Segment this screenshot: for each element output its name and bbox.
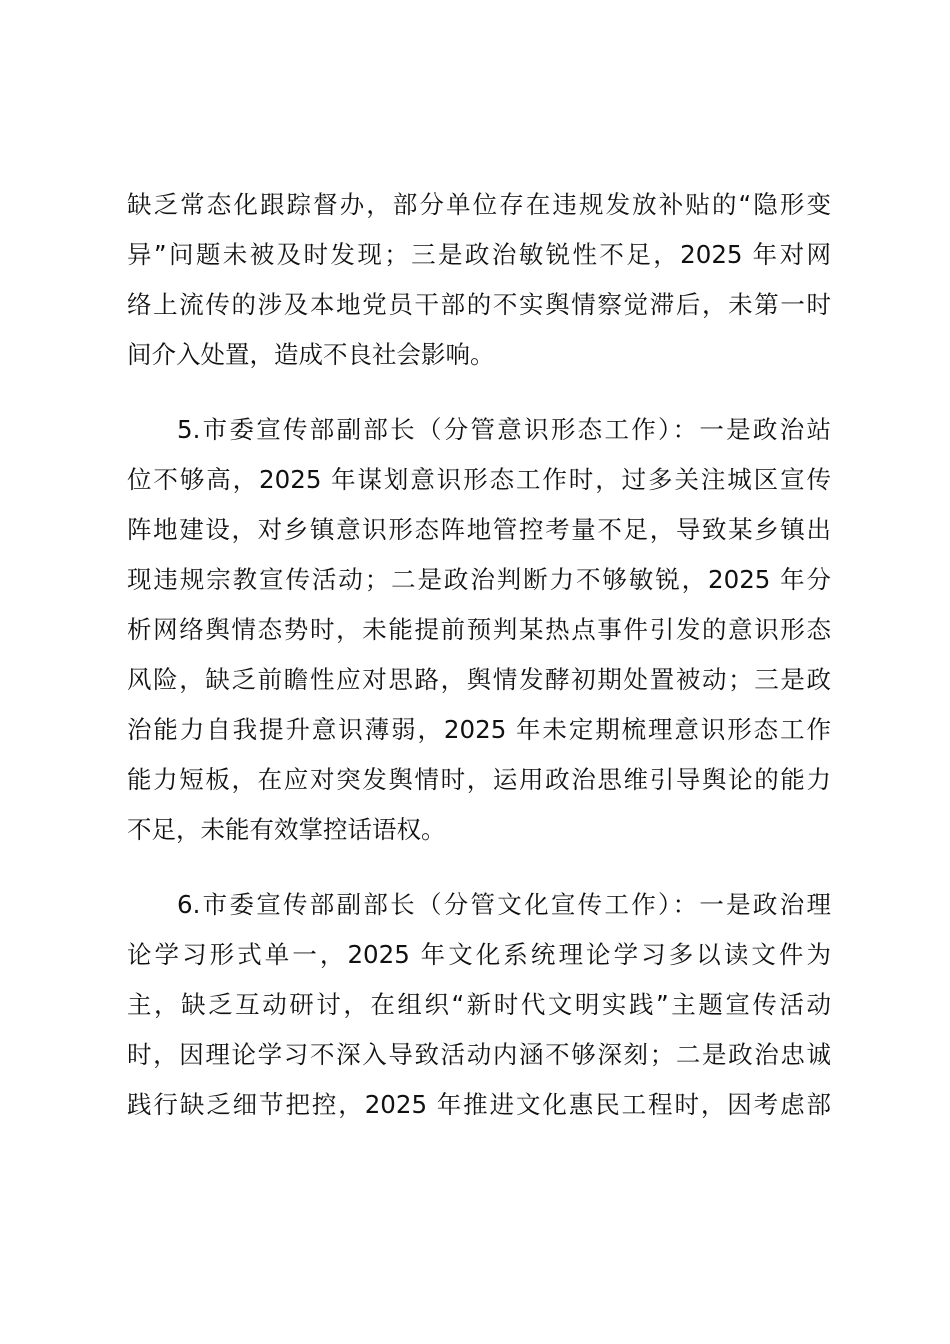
text-line: 位不够高，2025 年谋划意识形态工作时，过多关注城区宣传 bbox=[127, 465, 831, 494]
paragraph-item-5 bbox=[127, 405, 831, 855]
text-line: 风险，缺乏前瞻性应对思路，舆情发酵初期处置被动；三是政 bbox=[127, 665, 831, 694]
text-line: 能力短板，在应对突发舆情时，运用政治思维引导舆论的能力 bbox=[127, 765, 831, 794]
paragraph-item-6 bbox=[127, 880, 831, 1130]
text-line: 主，缺乏互动研讨，在组织“新时代文明实践”主题宣传活动 bbox=[127, 990, 831, 1019]
text-line: 间介入处置，造成不良社会影响。 bbox=[127, 340, 495, 369]
text-line: 论学习形式单一，2025 年文化系统理论学习多以读文件为 bbox=[127, 940, 831, 969]
text-line: 5.市委宣传部副部长（分管意识形态工作）：一是政治站 bbox=[177, 415, 831, 444]
text-line: 时，因理论学习不深入导致活动内涵不够深刻；二是政治忠诚 bbox=[127, 1040, 831, 1069]
text-line: 现违规宗教宣传活动；二是政治判断力不够敏锐，2025 年分 bbox=[127, 565, 831, 594]
paragraph-continuation bbox=[127, 180, 831, 380]
text-line: 络上流传的涉及本地党员干部的不实舆情察觉滞后，未第一时 bbox=[127, 290, 831, 319]
text-line: 析网络舆情态势时，未能提前预判某热点事件引发的意识形态 bbox=[127, 615, 831, 644]
text-line: 6.市委宣传部副部长（分管文化宣传工作）：一是政治理 bbox=[177, 890, 831, 919]
text-line: 治能力自我提升意识薄弱，2025 年未定期梳理意识形态工作 bbox=[127, 715, 831, 744]
text-line: 异”问题未被及时发现；三是政治敏锐性不足，2025 年对网 bbox=[127, 240, 831, 269]
text-line: 践行缺乏细节把控，2025 年推进文化惠民工程时，因考虑部 bbox=[127, 1090, 831, 1119]
text-line: 不足，未能有效掌控话语权。 bbox=[127, 815, 446, 844]
text-line: 阵地建设，对乡镇意识形态阵地管控考量不足，导致某乡镇出 bbox=[127, 515, 831, 544]
text-line: 缺乏常态化跟踪督办，部分单位存在违规发放补贴的“隐形变 bbox=[127, 190, 831, 219]
